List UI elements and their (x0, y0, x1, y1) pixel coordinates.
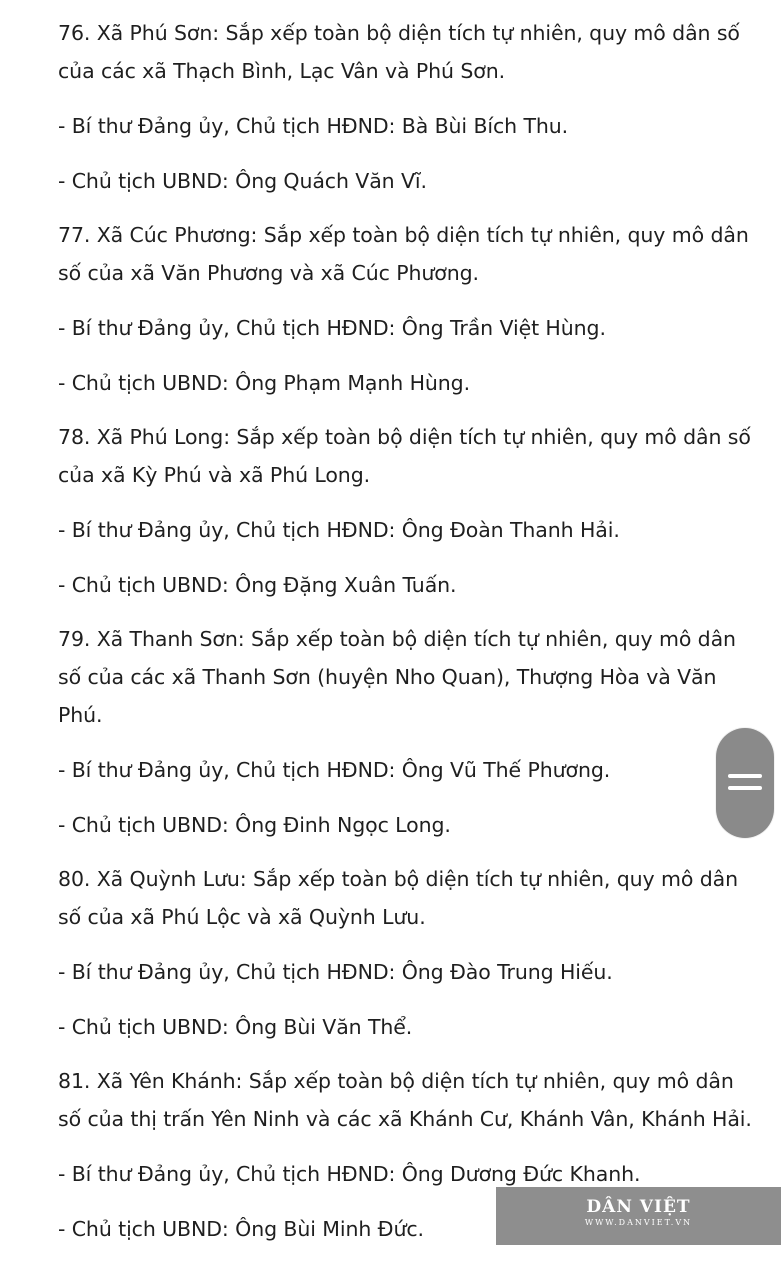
committee-chairman-line: - Chủ tịch UBND: Ông Bùi Văn Thể. (58, 1015, 413, 1039)
commune-heading-line: 78. Xã Phú Long: Sắp xếp toàn bộ diện tích tự nhiên, quy mô dân số (58, 425, 751, 449)
commune-heading-line: 80. Xã Quỳnh Lưu: Sắp xếp toàn bộ diện tích tự nhiên, quy mô dân (58, 867, 738, 891)
commune-entry (58, 418, 751, 620)
commune-heading-line: số của xã Phú Lộc và xã Quỳnh Lưu. (58, 905, 426, 929)
commune-entry (58, 14, 741, 216)
commune-entry (58, 860, 741, 1062)
commune-entry (58, 620, 741, 860)
committee-chairman-line: - Chủ tịch UBND: Ông Đinh Ngọc Long. (58, 813, 451, 837)
drag-handle-icon (728, 786, 762, 790)
commune-heading-line: 81. Xã Yên Khánh: Sắp xếp toàn bộ diện tích tự nhiên, quy mô dân (58, 1069, 734, 1093)
committee-chairman-line: - Chủ tịch UBND: Ông Quách Văn Vĩ. (58, 169, 427, 193)
scroll-handle[interactable] (716, 728, 774, 838)
party-secretary-line: - Bí thư Đảng ủy, Chủ tịch HĐND: Ông Dương Đức Khanh. (58, 1162, 641, 1186)
commune-heading-line: 79. Xã Thanh Sơn: Sắp xếp toàn bộ diện tích tự nhiên, quy mô dân (58, 627, 736, 651)
commune-heading-line: Phú. (58, 703, 103, 727)
committee-chairman-line: - Chủ tịch UBND: Ông Bùi Minh Đức. (58, 1217, 424, 1241)
commune-heading-line: 77. Xã Cúc Phương: Sắp xếp toàn bộ diện tích tự nhiên, quy mô dân (58, 223, 749, 247)
commune-heading-line: của xã Kỳ Phú và xã Phú Long. (58, 463, 371, 487)
party-secretary-line: - Bí thư Đảng ủy, Chủ tịch HĐND: Ông Đoàn Thanh Hải. (58, 518, 620, 542)
commune-heading-line: số của các xã Thanh Sơn (huyện Nho Quan), Thượng Hòa và Văn (58, 665, 717, 689)
party-secretary-line: - Bí thư Đảng ủy, Chủ tịch HĐND: Ông Đào Trung Hiếu. (58, 960, 613, 984)
party-secretary-line: - Bí thư Đảng ủy, Chủ tịch HĐND: Ông Vũ Thế Phương. (58, 758, 611, 782)
commune-heading-line: số của xã Văn Phương và xã Cúc Phương. (58, 261, 479, 285)
drag-handle-icon (728, 774, 762, 778)
watermark-url: WWW.DANVIET.VN (584, 1218, 693, 1227)
committee-chairman-line: - Chủ tịch UBND: Ông Đặng Xuân Tuấn. (58, 573, 457, 597)
commune-entry (58, 216, 749, 418)
watermark-danviet (496, 1187, 781, 1245)
commune-heading-line: của các xã Thạch Bình, Lạc Vân và Phú Sơn. (58, 59, 506, 83)
commune-heading-line: số của thị trấn Yên Ninh và các xã Khánh Cư, Khánh Vân, Khánh Hải. (58, 1107, 752, 1131)
commune-heading-line: 76. Xã Phú Sơn: Sắp xếp toàn bộ diện tích tự nhiên, quy mô dân số (58, 21, 740, 45)
party-secretary-line: - Bí thư Đảng ủy, Chủ tịch HĐND: Bà Bùi Bích Thu. (58, 114, 569, 138)
party-secretary-line: - Bí thư Đảng ủy, Chủ tịch HĐND: Ông Trần Việt Hùng. (58, 316, 606, 340)
watermark-logo: DÂN VIỆT (586, 1197, 691, 1217)
committee-chairman-line: - Chủ tịch UBND: Ông Phạm Mạnh Hùng. (58, 371, 470, 395)
